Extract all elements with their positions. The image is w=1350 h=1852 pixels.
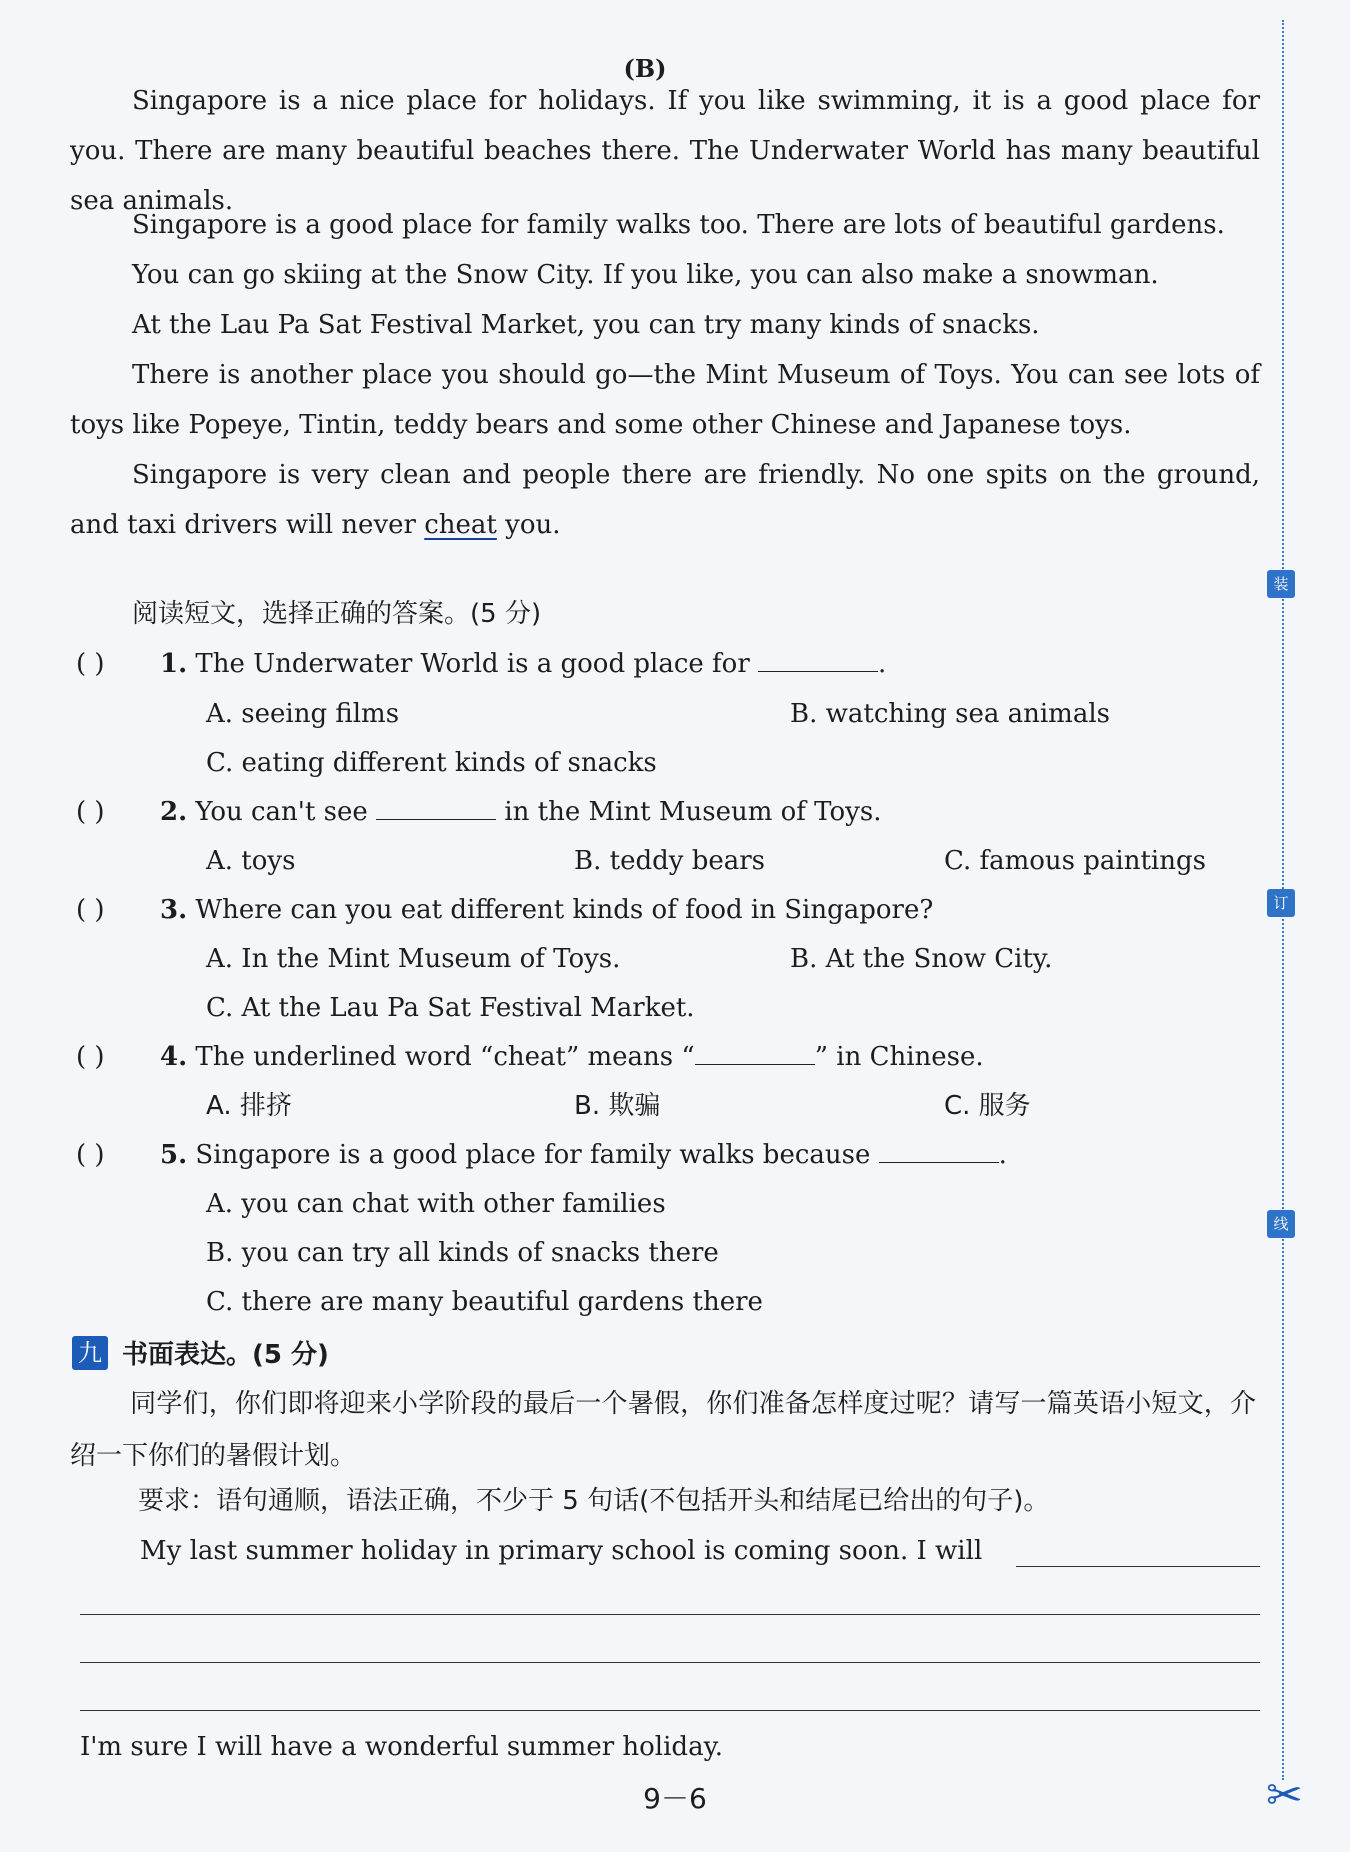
question-number: 1. xyxy=(160,649,188,679)
writing-prompt xyxy=(70,1378,1256,1482)
writing-line-2[interactable] xyxy=(80,1614,1260,1615)
option-1c: C. eating different kinds of snacks xyxy=(206,748,657,778)
writing-start-text: My last summer holiday in primary school is coming soon. I will xyxy=(140,1536,983,1566)
passage-paragraph-4 xyxy=(70,300,1260,350)
writing-ending-sentence: I'm sure I will have a wonderful summer holiday. xyxy=(80,1732,724,1762)
question-2 xyxy=(160,795,881,829)
answer-bracket-2[interactable]: ( ) xyxy=(76,797,105,827)
writing-line-3[interactable] xyxy=(80,1662,1260,1663)
question-number: 3. xyxy=(160,895,188,925)
question-number: 2. xyxy=(160,797,188,827)
option-3a: A. In the Mint Museum of Toys. xyxy=(206,944,621,974)
answer-blank[interactable] xyxy=(758,647,878,672)
option-5b: B. you can try all kinds of snacks there xyxy=(206,1238,719,1268)
answer-bracket-4[interactable]: ( ) xyxy=(76,1042,105,1072)
passage-text-2: Singapore is a good place for family walks too. There are lots of beautiful gardens. xyxy=(132,210,1225,240)
passage-text-6: Singapore is very clean and people there are friendly. No one spits on the ground, and taxi drivers will never xyxy=(70,460,1260,540)
option-4b: B. 欺骗 xyxy=(574,1091,661,1121)
option-2b: B. teddy bears xyxy=(574,846,766,876)
question-stem: The Underwater World is a good place for xyxy=(195,649,750,679)
margin-tab-ding: 订 xyxy=(1267,889,1295,917)
option-1b: B. watching sea animals xyxy=(790,699,1110,729)
question-1 xyxy=(160,647,886,681)
writing-prompt-text: 同学们，你们即将迎来小学阶段的最后一个暑假，你们准备怎样度过呢？请写一篇英语小短文，介绍一下你们的暑假计划。 xyxy=(70,1389,1256,1471)
option-2a: A. toys xyxy=(206,846,296,876)
writing-requirement: 要求：语句通顺，语法正确，不少于 5 句话(不包括开头和结尾已给出的句子)。 xyxy=(138,1486,1050,1516)
question-stem: Singapore is a good place for family walks because xyxy=(195,1140,871,1170)
option-5a: A. you can chat with other families xyxy=(206,1189,666,1219)
question-stem-end: in the Mint Museum of Toys. xyxy=(504,797,882,827)
passage-paragraph-5 xyxy=(70,350,1260,450)
option-4a: A. 排挤 xyxy=(206,1091,292,1121)
option-5c: C. there are many beautiful gardens there xyxy=(206,1287,763,1317)
reading-instruction: 阅读短文，选择正确的答案。(5 分) xyxy=(132,599,542,629)
option-4c: C. 服务 xyxy=(944,1091,1031,1121)
answer-bracket-3[interactable]: ( ) xyxy=(76,895,105,925)
page-number: 9－6 xyxy=(643,1782,707,1815)
margin-tab-zhuang: 装 xyxy=(1267,570,1295,598)
passage-text-4: At the Lau Pa Sat Festival Market, you can try many kinds of snacks. xyxy=(132,310,1040,340)
answer-bracket-5[interactable]: ( ) xyxy=(76,1140,105,1170)
passage-text-3: You can go skiing at the Snow City. If you like, you can also make a snowman. xyxy=(132,260,1159,290)
option-3c: C. At the Lau Pa Sat Festival Market. xyxy=(206,993,695,1023)
passage-text-5: There is another place you should go—the Mint Museum of Toys. You can see lots of toys like Popeye, Tintin, teddy bears and some other Chinese and Japanese toys. xyxy=(70,360,1260,440)
question-stem-end: ” in Chinese. xyxy=(814,1042,984,1072)
section-heading: (B) xyxy=(623,54,667,83)
writing-section-title: 书面表达。(5 分) xyxy=(122,1340,329,1370)
margin-tab-xian: 线 xyxy=(1267,1210,1295,1238)
question-stem: You can't see xyxy=(195,797,368,827)
question-stem: Where can you eat different kinds of food in Singapore? xyxy=(195,895,934,925)
underlined-word: cheat xyxy=(424,510,497,540)
question-3 xyxy=(160,893,933,927)
option-1a: A. seeing films xyxy=(206,699,400,729)
question-stem: The underlined word “cheat” means “ xyxy=(195,1042,695,1072)
scissors-icon: ✂ xyxy=(1266,1770,1303,1821)
answer-blank[interactable] xyxy=(695,1040,815,1065)
option-2c: C. famous paintings xyxy=(944,846,1206,876)
option-3b: B. At the Snow City. xyxy=(790,944,1053,974)
answer-blank[interactable] xyxy=(376,795,496,820)
question-end: . xyxy=(878,649,887,679)
writing-start-sentence xyxy=(140,1534,982,1568)
question-number: 4. xyxy=(160,1042,188,1072)
question-end: . xyxy=(998,1140,1007,1170)
passage-paragraph-3 xyxy=(70,250,1260,300)
passage-text-1: Singapore is a nice place for holidays. If you like swimming, it is a good place for you. There are many beautiful beaches there. The Underwater World has many beautiful sea animals. xyxy=(70,86,1260,216)
writing-line-1[interactable] xyxy=(1016,1566,1260,1567)
passage-text-6-end: you. xyxy=(505,510,561,540)
writing-line-4[interactable] xyxy=(80,1710,1260,1711)
answer-blank[interactable] xyxy=(879,1138,999,1163)
answer-bracket-1[interactable]: ( ) xyxy=(76,649,105,679)
passage-paragraph-6 xyxy=(70,450,1260,550)
section-number-badge: 九 xyxy=(72,1336,108,1370)
passage-paragraph-2 xyxy=(70,200,1260,250)
question-number: 5. xyxy=(160,1140,188,1170)
question-4 xyxy=(160,1040,984,1074)
question-5 xyxy=(160,1138,1007,1172)
